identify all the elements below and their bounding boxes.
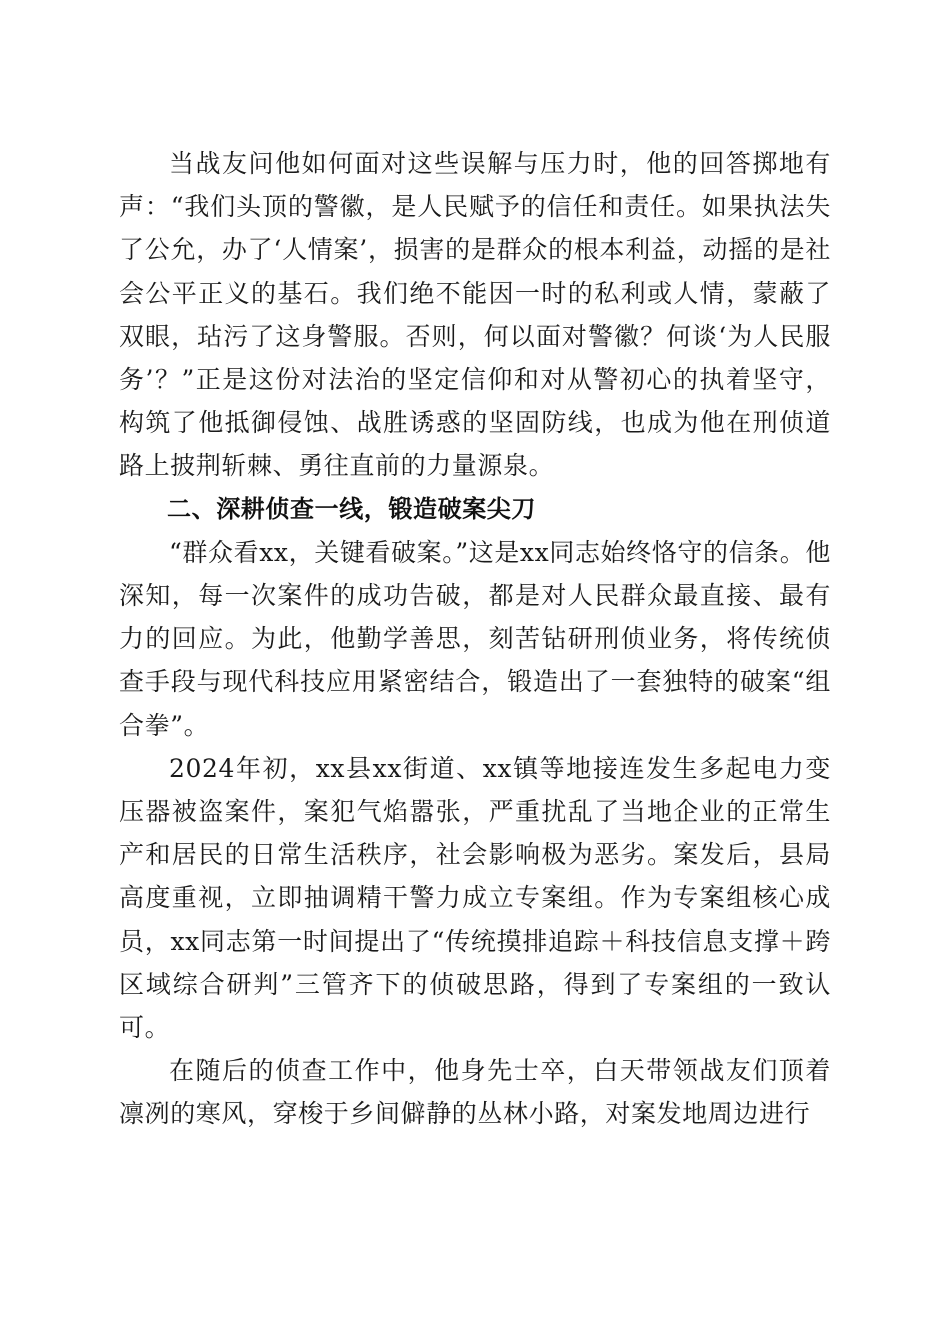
paragraph-2: “群众看xx，关键看破案。”这是xx同志始终恪守的信条。他深知，每一次案件的成功告破，都是对人民群众最直接、最有力的回应。为此，他勤学善思，刻苦钻研刑侦业务，将传统侦查手段与现代科技应用紧密结合，锻造出了一套独特的破案“组合拳”。 <box>119 537 831 740</box>
paragraph-1: 当战友问他如何面对这些误解与压力时，他的回答掷地有声：“我们头顶的警徽，是人民赋予的信任和责任。如果执法失了公允，办了‘人情案’，损害的是群众的根本利益，动摇的是社会公平正义的基石。我们绝不能因一时的私利或人情，蒙蔽了双眼，玷污了这身警服。否则，何以面对警徽？何谈‘为人民服务’？”正是这份对法治的坚定信仰和对从警初心的执着坚守，构筑了他抵御侵蚀、战胜诱惑的坚固防线，也成为他在刑侦道路上披荆斩棘、勇往直前的力量源泉。 <box>119 149 831 481</box>
paragraph-4: 在随后的侦查工作中，他身先士卒，白天带领战友们顶着凛冽的寒风，穿梭于乡间僻静的丛林小路，对案发地周边进行 <box>119 1056 831 1129</box>
document-body <box>119 142 831 1136</box>
paragraph-3: 2024年初，xx县xx街道、xx镇等地接连发生多起电力变压器被盗案件，案犯气焰嚣张，严重扰乱了当地企业的正常生产和居民的日常生活秩序，社会影响极为恶劣。案发后，县局高度重视，立即抽调精干警力成立专案组。作为专案组核心成员，xx同志第一时间提出了“传统摸排追踪＋科技信息支撑＋跨区域综合研判”三管齐下的侦破思路，得到了专案组的一致认可。 <box>119 753 831 1043</box>
section-heading: 二、深耕侦查一线，锻造破案尖刀 <box>167 494 536 523</box>
